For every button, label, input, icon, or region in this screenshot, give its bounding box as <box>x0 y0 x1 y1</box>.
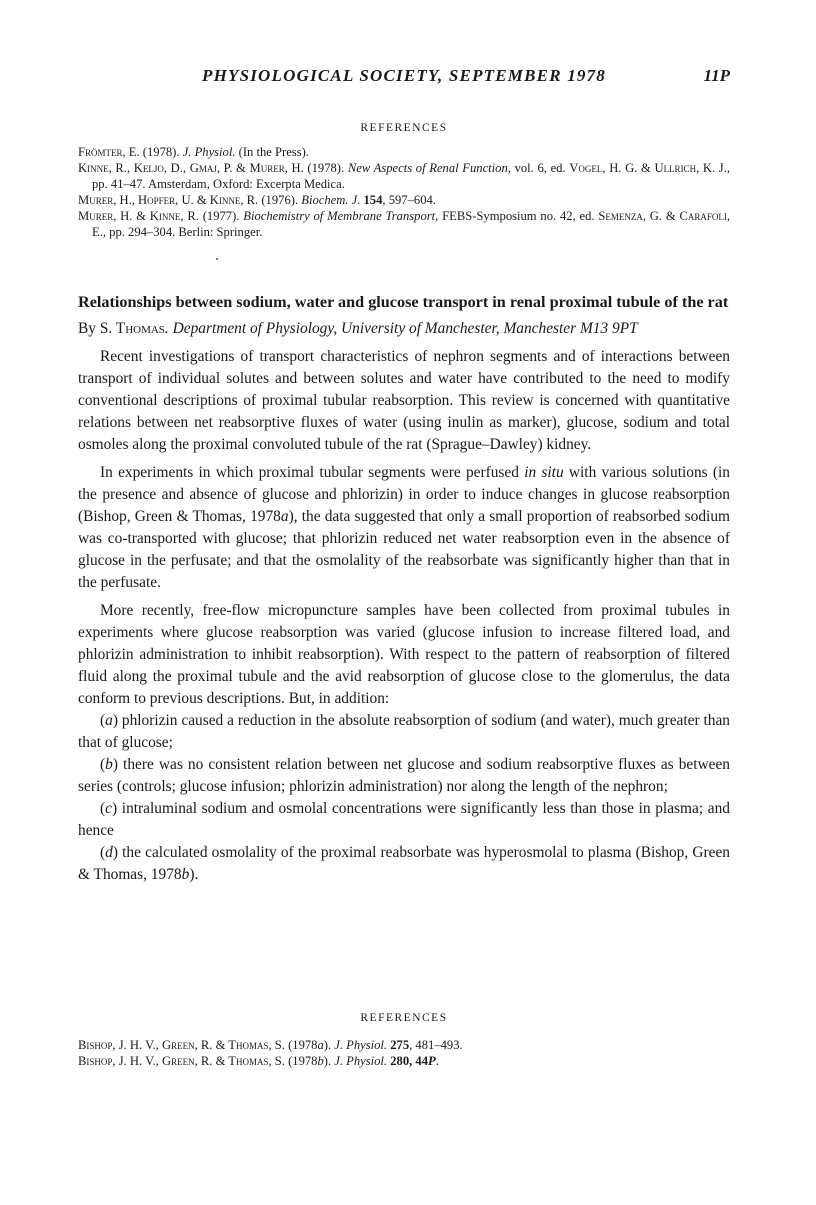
reference-item: Murer, H. & Kinne, R. (1977). Biochemistry of Membrane Transport, FEBS-Symposium no. 42, ed. Semenza, G. & Carafoli, E., pp. 294–304. Berlin: Springer. <box>78 209 730 239</box>
running-head-title: PHYSIOLOGICAL SOCIETY, SEPTEMBER 1978 <box>202 66 606 85</box>
reference-item: Bishop, J. H. V., Green, R. & Thomas, S. (1978b). J. Physiol. 280, 44P. <box>78 1054 439 1068</box>
article-title: Relationships between sodium, water and glucose transport in renal proximal tubule of the rat <box>78 293 729 311</box>
references-top <box>78 122 730 240</box>
reference-item: Kinne, R., Keljo, D., Gmaj, P. & Murer, H. (1978). New Aspects of Renal Function, vol. 6, ed. Vogel, H. G. & Ullrich, K. J., pp. 41–47. Amsterdam, Oxford: Excerpta Medica. <box>78 161 730 191</box>
paragraph: Recent investigations of transport characteristics of nephron segments and of interactions between transport of individual solutes and between solutes and water have contributed to the need to modify conventional descriptions of proximal tubular reabsorption. This review is concerned with quantitative relations between net reabsorptive fluxes of water (using inulin as marker), glucose, sodium and total osmoles along the proximal convoluted tubule of the rat (Sprague–Dawley) kidney. <box>78 348 730 453</box>
running-head <box>78 64 730 88</box>
print-speck <box>216 258 218 260</box>
reference-list <box>78 1037 730 1069</box>
affiliation: . Department of Physiology, University of Manchester, Manchester M13 9PT <box>164 320 638 337</box>
reference-list <box>78 144 730 240</box>
references-bottom <box>78 1012 730 1069</box>
article <box>78 291 730 886</box>
byline: By S. Thomas. Department of Physiology, University of Manchester, Manchester M13 9PT <box>78 320 638 337</box>
author-name: S. Thomas <box>99 320 165 337</box>
list-item: (c) intraluminal sodium and osmolal concentrations were significantly less than those in plasma; and hence <box>78 800 730 839</box>
article-body <box>78 346 730 886</box>
reference-item: Murer, H., Hopfer, U. & Kinne, R. (1976). Biochem. J. 154, 597–604. <box>78 193 436 207</box>
paragraph: In experiments in which proximal tubular segments were perfused in situ with various solutions (in the presence and absence of glucose and phlorizin) in order to induce changes in glucose reabsorption (Bishop, Green & Thomas, 1978a), the data suggested that only a small proportion of reabsorbed sodium was co-transported with glucose; that phlorizin reduced net water reabsorption even in the absence of glucose in the perfusate; and that the osmolality of the reabsorbate was significantly higher than that in the perfusate. <box>78 464 730 591</box>
paragraph: More recently, free-flow micropuncture samples have been collected from proximal tubules in experiments where glucose reabsorption was varied (glucose infusion to increase filtered load, and phlorizin administration to inhibit reabsorption). With respect to the pattern of reabsorption of filtered fluid along the proximal tubule and the avid reabsorption of glucose close to the glomerulus, the data conform to previous descriptions. But, in addition: <box>78 602 730 707</box>
references-heading: REFERENCES <box>360 1012 448 1024</box>
reference-item: Frömter, E. (1978). J. Physiol. (In the Press). <box>78 145 309 159</box>
list-item: (a) phlorizin caused a reduction in the absolute reabsorption of sodium (and water), much greater than that of glucose; <box>78 712 730 751</box>
list-item: (d) the calculated osmolality of the proximal reabsorbate was hyperosmolal to plasma (Bishop, Green & Thomas, 1978b). <box>78 844 730 883</box>
reference-item: Bishop, J. H. V., Green, R. & Thomas, S. (1978a). J. Physiol. 275, 481–493. <box>78 1038 463 1052</box>
list-item: (b) there was no consistent relation between net glucose and sodium reabsorptive fluxes as between series (controls; glucose infusion; phlorizin administration) nor along the length of the nephron; <box>78 756 730 795</box>
references-heading: REFERENCES <box>360 122 448 134</box>
page-number: 11P <box>703 66 730 85</box>
